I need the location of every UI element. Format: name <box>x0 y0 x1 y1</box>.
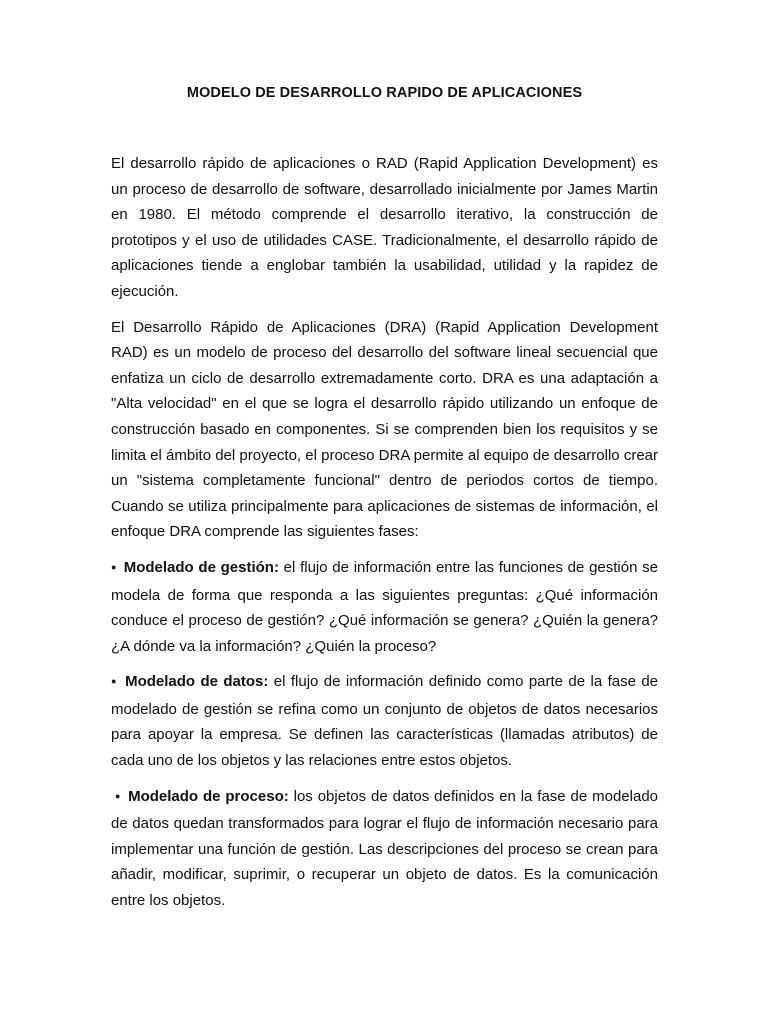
bullet-item-modelado-gestion <box>111 555 658 659</box>
bullet-text: los objetos de datos definidos en la fase de modelado de datos quedan transformados para lograr el flujo de información necesario para implementar una función de gestión. Las descripciones del proceso se crean para añadir, modificar, suprimir, o recuperar un objeto de datos. Es la comunicación entre los objetos. <box>111 787 658 910</box>
document-title: MODELO DE DESARROLLO RAPIDO DE APLICACIONES <box>186 85 583 101</box>
paragraph-dra: El Desarrollo Rápido de Aplicaciones (DRA) (Rapid Application Development RAD) es un modelo de proceso del desarrollo del software lineal secuencial que enfatiza un ciclo de desarrollo extremadamente corto. DRA es una adaptación a "Alta velocidad" en el que se logra el desarrollo rápido utilizando un enfoque de construcción basado en componentes. Si se comprenden bien los requisitos y se limita el ámbito del proyecto, el proceso DRA permite al equipo de desarrollo crear un "sistema completamente funcional" dentro de periodos cortos de tiempo. Cuando se utiliza principalmente para aplicaciones de sistemas de información, el enfoque DRA comprende las siguientes fases: <box>111 318 658 541</box>
bullet-label: Modelado de datos: <box>125 673 269 691</box>
bullet-icon: ● <box>111 561 117 572</box>
paragraph-intro: El desarrollo rápido de aplicaciones o RAD (Rapid Application Development) es un proceso de desarrollo de software, desarrollado inicialmente por James Martin en 1980. El método comprende el desarrollo iterativo, la construcción de prototipos y el uso de utilidades CASE. Tradicionalmente, el desarrollo rápido de aplicaciones tiende a englobar también la usabilidad, utilidad y la rapidez de ejecución. <box>111 155 658 300</box>
bullet-label: Modelado de gestión: <box>123 558 279 576</box>
document-body <box>111 151 658 924</box>
bullet-label: Modelado de proceso: <box>128 787 289 805</box>
bullet-text: el flujo de información entre las funciones de gestión se modela de forma que responda a las siguientes preguntas: ¿Qué información conduce el proceso de gestión? ¿Qué información se genera? ¿Quién la genera? ¿A dónde va la información? ¿Quién la proceso? <box>111 558 658 655</box>
bullet-icon: ● <box>111 676 118 687</box>
bullet-item-modelado-proceso <box>111 784 658 914</box>
bullet-icon: ● <box>115 790 122 801</box>
bullet-item-modelado-datos <box>111 669 658 773</box>
bullet-text: el flujo de información definido como parte de la fase de modelado de gestión se refina como un conjunto de objetos de datos necesarios para apoyar la empresa. Se definen las características (llamadas atributos) de cada uno de los objetos y las relaciones entre estos objetos. <box>111 673 659 770</box>
